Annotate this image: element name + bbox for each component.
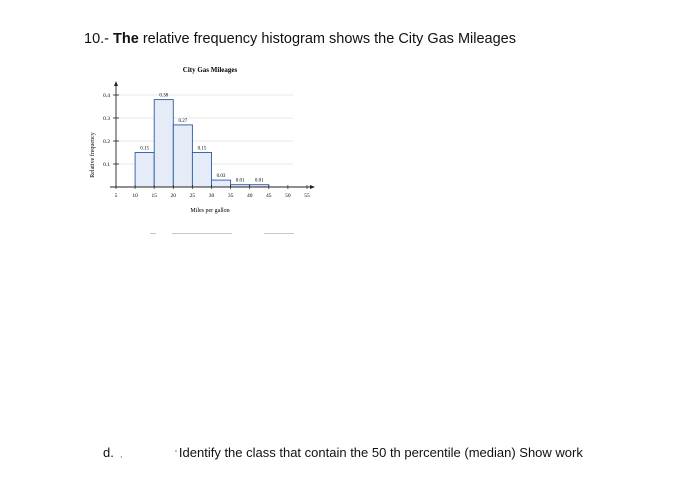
scan-artifact [172,233,232,234]
bar-value-label: 0.03 [216,174,226,180]
x-tick-label: 40 [246,193,253,199]
histogram-bar [192,153,211,188]
y-tick-label: 0.3 [103,116,110,122]
part-d-row: ' Identify the class that contain the 50 th percentile (median) Show work [175,445,583,460]
question-text: relative frequency histogram shows the City Gas Mileages [142,31,516,47]
x-tick-label: 50 [285,193,291,199]
question-lead-word: The [113,31,139,47]
chart-x-axis-label: Miles per gallon [190,208,230,214]
x-tick-label: 55 [304,193,310,199]
histogram-bar [154,100,173,187]
scan-artifact [150,233,156,234]
x-tick-label: 20 [170,193,177,199]
y-tick-label: 0.4 [103,93,110,99]
bar-value-label: 0.27 [178,118,188,124]
x-tick-label: 45 [266,193,272,199]
histogram-chart [82,60,322,230]
question-number: 10.- [84,31,109,47]
x-tick-label: 5 [114,193,118,199]
x-tick-label: 30 [208,193,215,199]
x-axis-arrow [310,185,315,189]
bar-value-label: 0.01 [235,178,245,184]
part-d-label-row: d. , [103,445,123,460]
x-tick-label: 10 [132,193,138,199]
question-title [84,31,516,47]
bar-value-label: 0.15 [197,146,207,152]
part-d-label: d. [103,445,114,460]
chart-y-axis-label: Relative frequency [90,132,96,178]
y-tick-label: 0.2 [103,139,110,145]
histogram-bar [212,180,231,187]
part-d-text: Identify the class that contain the 50 th percentile (median) Show work [178,445,583,460]
histogram-figure [82,60,322,230]
bar-value-label: 0.01 [254,178,264,184]
histogram-bar [173,125,192,187]
scan-artifact [264,233,294,234]
x-tick-label: 35 [227,193,234,199]
x-tick-label: 15 [151,193,157,199]
x-tick-label: 25 [189,193,196,199]
y-tick-label: 0.1 [103,162,110,168]
bar-value-label: 0.15 [140,146,150,152]
histogram-bar [135,153,154,188]
chart-title: City Gas Mileages [182,66,238,74]
y-axis-arrow [114,81,118,86]
bar-value-label: 0.38 [159,93,169,99]
